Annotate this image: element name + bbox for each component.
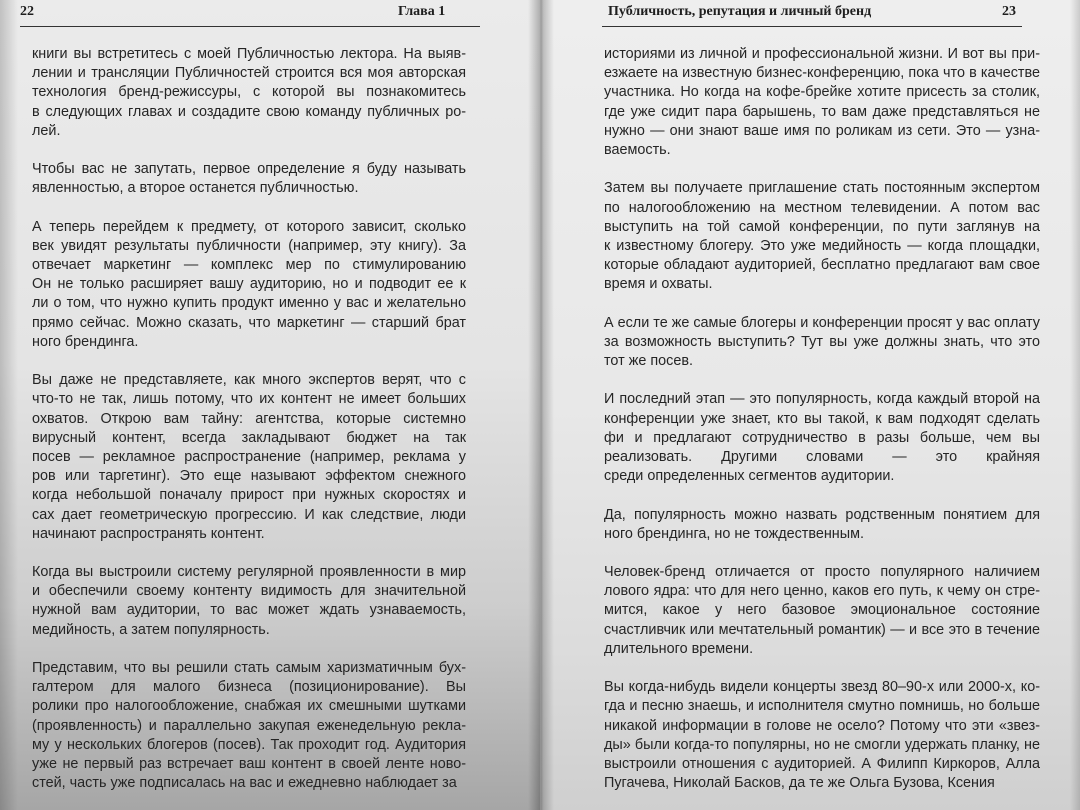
text-line: лении и трансляции Публичностей строится вся моя авторская	[32, 65, 466, 82]
text-line: И последний этап — это популярность, когда каждый второй на	[604, 391, 1040, 408]
text-line: ваемость.	[604, 141, 671, 158]
page-number: 22	[20, 4, 34, 19]
paragraph-gap	[32, 544, 466, 563]
text-line: Он не только расширяет вашу аудиторию, но и подводит ее к	[32, 276, 466, 293]
text-line: что-то не так, лишь потому, что их контент не имеет больших	[32, 391, 466, 408]
text-line: конференции уже знает, кто вы такой, к вам подходят сделать	[604, 410, 1040, 427]
text-line: которые обладают аудиторией, бесплатно предлагают вам свое	[604, 257, 1040, 274]
text-line: охватов. Открою вам тайну: агентства, которые системно	[32, 410, 466, 427]
paragraph	[604, 179, 1040, 294]
text-line: по налогообложению на местном телевидении. А потом вас	[604, 199, 1040, 216]
text-line: му у нескольких блогеров (посев). Так проходит год. Аудитория	[32, 736, 466, 753]
paragraph-gap	[604, 659, 1040, 678]
text-line: Пугачева, Николай Басков, да те же Ольга Бузова, Ксения	[604, 775, 995, 792]
paragraph-gap	[604, 486, 1040, 505]
paragraph	[604, 45, 1040, 160]
text-line: среди определенных сегментов аудитории.	[604, 468, 895, 485]
text-line: нужной вам аудитории, то вас может ждать узнаваемость,	[32, 602, 466, 619]
text-line: тот же посев.	[604, 353, 693, 369]
text-line: Вы даже не представляете, как много экспертов верят, что с	[32, 372, 466, 389]
text-line: книги вы встретитесь с моей Публичностью лектора. На выяв-	[32, 46, 466, 62]
text-line: гда и песню знаешь, и исполнителя смутно помнишь, но больше	[604, 698, 1040, 715]
text-line: А если те же самые блогеры и конференции просят у вас оплату	[604, 314, 1040, 331]
text-line: и обеспечили своему контенту видимость для значительной	[32, 583, 466, 600]
chapter-title: Глава 1	[398, 4, 446, 19]
text-line: лового ядра: что для него ценно, каков его путь, к чему он стре-	[604, 583, 1040, 600]
paragraph	[32, 563, 466, 640]
text-line: медийность, а затем популярность.	[32, 621, 270, 638]
text-line: Затем вы получаете приглашение стать постоянным экспертом	[604, 180, 1040, 197]
paragraph	[604, 314, 1040, 372]
running-title: Публичность, репутация и личный бренд	[608, 4, 872, 19]
text-line: счастливчик или мечтательный романтик) — и все это в течение	[604, 621, 1040, 638]
paragraph	[604, 563, 1040, 659]
text-line: лей.	[32, 122, 61, 139]
page-edge-shadow	[0, 0, 18, 810]
text-line: вирусный контент, всегда закладывают бюджет на так	[32, 429, 466, 446]
paragraph-gap	[32, 141, 466, 160]
header-rule	[602, 26, 1022, 27]
text-line: Чтобы вас не запутать, первое определение я буду называть	[32, 161, 466, 178]
paragraph	[604, 390, 1040, 486]
paragraph-gap	[604, 160, 1040, 179]
text-line: сах дает геометрическую прогрессию. И как следствие, люди	[32, 506, 466, 523]
page-number: 23	[1002, 4, 1016, 19]
book-gutter-shadow	[528, 0, 554, 810]
right-page-header	[562, 2, 1022, 28]
text-line: ды» были когда-то популярны, но не смогли удержать планку, не	[604, 736, 1040, 753]
paragraph	[32, 659, 466, 793]
text-line: явленностью, а второе останется публичностью.	[32, 180, 359, 197]
text-line: нужно — они знают ваше имя по роликам из сети. Это — узна-	[604, 122, 1040, 139]
text-line: прямо сейчас. Можно сказать, что маркетинг — старший брат	[32, 314, 466, 331]
text-line: фи и предлагают сотрудничество в разы больше, чем вы	[604, 429, 1040, 446]
text-line: ров или таргетинг). Это еще называют эффектом снежного	[32, 468, 466, 485]
text-line: уже не первый раз встречает ваш контент в своей ленте ново-	[32, 755, 466, 772]
text-line: к известному блогеру. Это уже медийность — когда площадки,	[604, 237, 1040, 254]
paragraph	[604, 678, 1040, 793]
paragraph	[32, 160, 466, 198]
text-line: реализовать. Другими словами — это крайняя	[604, 448, 1040, 465]
text-line: стей, часть уже подписалась на вас и ежедневно наблюдает за	[32, 775, 457, 792]
page-edge-shadow	[1070, 0, 1080, 810]
text-line: Когда вы выстроили систему регулярной проявленности в мир	[32, 564, 466, 581]
text-line: езжаете на известную бизнес-конференцию, пока что в качестве	[604, 65, 1040, 82]
text-line: длительного времени.	[604, 640, 754, 657]
right-page	[540, 0, 1080, 810]
text-line: за возможность выступить? Тут вы уже должны знать, что это	[604, 333, 1040, 350]
paragraph-gap	[604, 294, 1040, 313]
text-line: участника. Но когда на кофе-брейке хотите присесть за столик,	[604, 84, 1040, 101]
paragraph	[32, 45, 466, 141]
text-line: галтером для малого бизнеса (позиционирование). Вы	[32, 679, 466, 696]
text-line: историями из личной и профессиональной жизни. И вот вы при-	[604, 46, 1040, 62]
text-line: ного брендинга.	[32, 333, 139, 350]
text-line: ного брендинга, но не тождественным.	[604, 525, 864, 542]
paragraph-gap	[604, 544, 1040, 563]
text-line: в следующих главах и создадите свою команду публичных ро-	[32, 103, 466, 120]
paragraph	[604, 506, 1040, 544]
left-page-text	[32, 45, 466, 793]
text-line: отвечает маркетинг — комплекс мер по стимулированию	[32, 257, 466, 274]
right-page-text	[604, 45, 1040, 793]
text-line: ли о том, что нужно купить продукт именно у вас и желательно	[32, 295, 466, 312]
paragraph	[32, 218, 466, 352]
left-page-header	[20, 2, 480, 28]
text-line: Вы когда-нибудь видели концерты звезд 80–90-х или 2000-х, ко-	[604, 679, 1040, 696]
header-rule	[20, 26, 480, 27]
text-line: выстроили отношения с аудиторией. А Филипп Киркоров, Алла	[604, 755, 1040, 772]
paragraph	[32, 371, 466, 544]
text-line: А теперь перейдем к предмету, от которого зависит, сколько	[32, 218, 466, 235]
text-line: технология бренд-режиссуры, с которой вы познакомитесь	[32, 84, 466, 101]
text-line: где уже сидит пара барышень, то вам даже представляться не	[604, 103, 1040, 120]
text-line: Человек-бренд отличается от просто популярного наличием	[604, 564, 1040, 581]
text-line: начинают распространять контент.	[32, 525, 265, 542]
text-line: посев — рекламное распространение (например, реклама у	[32, 448, 466, 465]
paragraph-gap	[604, 371, 1040, 390]
text-line: ролики про налогообложение, снабжая их смешными шутками	[32, 698, 466, 715]
text-line: время и охваты.	[604, 276, 713, 293]
text-line: когда небольшой поначалу прирост при нужных скоростях и	[32, 487, 466, 504]
text-line: никакой информации в голове не осело? Потому что эти «звез-	[604, 717, 1040, 734]
text-line: выступить на той самой конференции, по пути заглянув на	[604, 218, 1040, 235]
text-line: (проявленность) и параллельно закупая еженедельную рекла-	[32, 717, 466, 734]
paragraph-gap	[32, 199, 466, 218]
text-line: Да, популярность можно назвать родственным понятием для	[604, 506, 1040, 523]
text-line: Представим, что вы решили стать самым харизматичным бух-	[32, 660, 466, 676]
text-line: век увидят результаты публичности (например, эту книгу). За	[32, 237, 466, 254]
paragraph-gap	[32, 640, 466, 659]
text-line: мится, какое у него базовое эмоциональное состояние	[604, 602, 1040, 619]
paragraph-gap	[32, 352, 466, 371]
